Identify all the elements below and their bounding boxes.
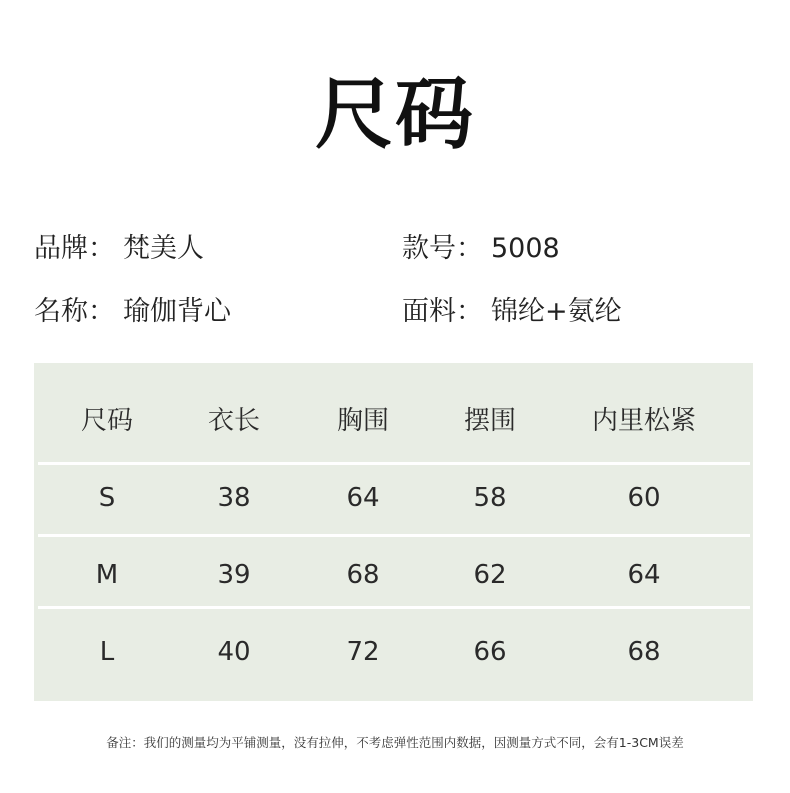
table-row <box>34 463 753 533</box>
header-length: 衣长 <box>207 406 260 436</box>
cell-chest: 68 <box>346 560 380 590</box>
cell-length: 38 <box>217 483 251 513</box>
cell-chest: 72 <box>346 637 380 667</box>
cell-hem: 58 <box>473 483 507 513</box>
table-row <box>34 540 753 610</box>
measurement-note: 备注：我们的测量均为平铺测量，没有拉伸，不考虑弹性范围内数据，因测量方式不同，会有1-3CM误差 <box>106 735 684 750</box>
product-name-label: 名称： <box>34 296 115 327</box>
header-chest: 胸围 <box>336 406 389 436</box>
cell-hem: 62 <box>473 560 507 590</box>
product-name-value: 瑜伽背心 <box>123 296 231 327</box>
cell-inner-elastic: 68 <box>627 637 661 667</box>
header-size: 尺码 <box>80 406 133 436</box>
style-number-value: 5008 <box>491 233 560 264</box>
cell-length: 39 <box>217 560 251 590</box>
product-name-info <box>34 295 231 329</box>
row-divider <box>38 606 750 609</box>
header-hem: 摆围 <box>463 406 516 436</box>
header-inner-elastic: 内里松紧 <box>591 406 696 436</box>
style-number-label: 款号： <box>402 233 483 264</box>
cell-hem: 66 <box>473 637 507 667</box>
fabric-label: 面料： <box>402 296 483 327</box>
cell-chest: 64 <box>346 483 380 513</box>
cell-length: 40 <box>217 637 251 667</box>
table-header-row <box>34 386 753 456</box>
cell-size: M <box>95 560 119 590</box>
brand-label: 品牌： <box>34 233 115 264</box>
fabric-value: 锦纶+氨纶 <box>491 296 622 327</box>
brand-value: 梵美人 <box>123 233 204 264</box>
cell-inner-elastic: 60 <box>627 483 661 513</box>
page-title: 尺码 <box>314 70 475 160</box>
cell-inner-elastic: 64 <box>627 560 661 590</box>
fabric-info <box>402 295 622 329</box>
row-divider <box>38 534 750 537</box>
size-table <box>34 363 753 701</box>
table-row <box>34 617 753 687</box>
style-number-info <box>402 232 560 266</box>
cell-size: S <box>98 483 116 513</box>
cell-size: L <box>99 637 115 667</box>
brand-info <box>34 232 204 266</box>
